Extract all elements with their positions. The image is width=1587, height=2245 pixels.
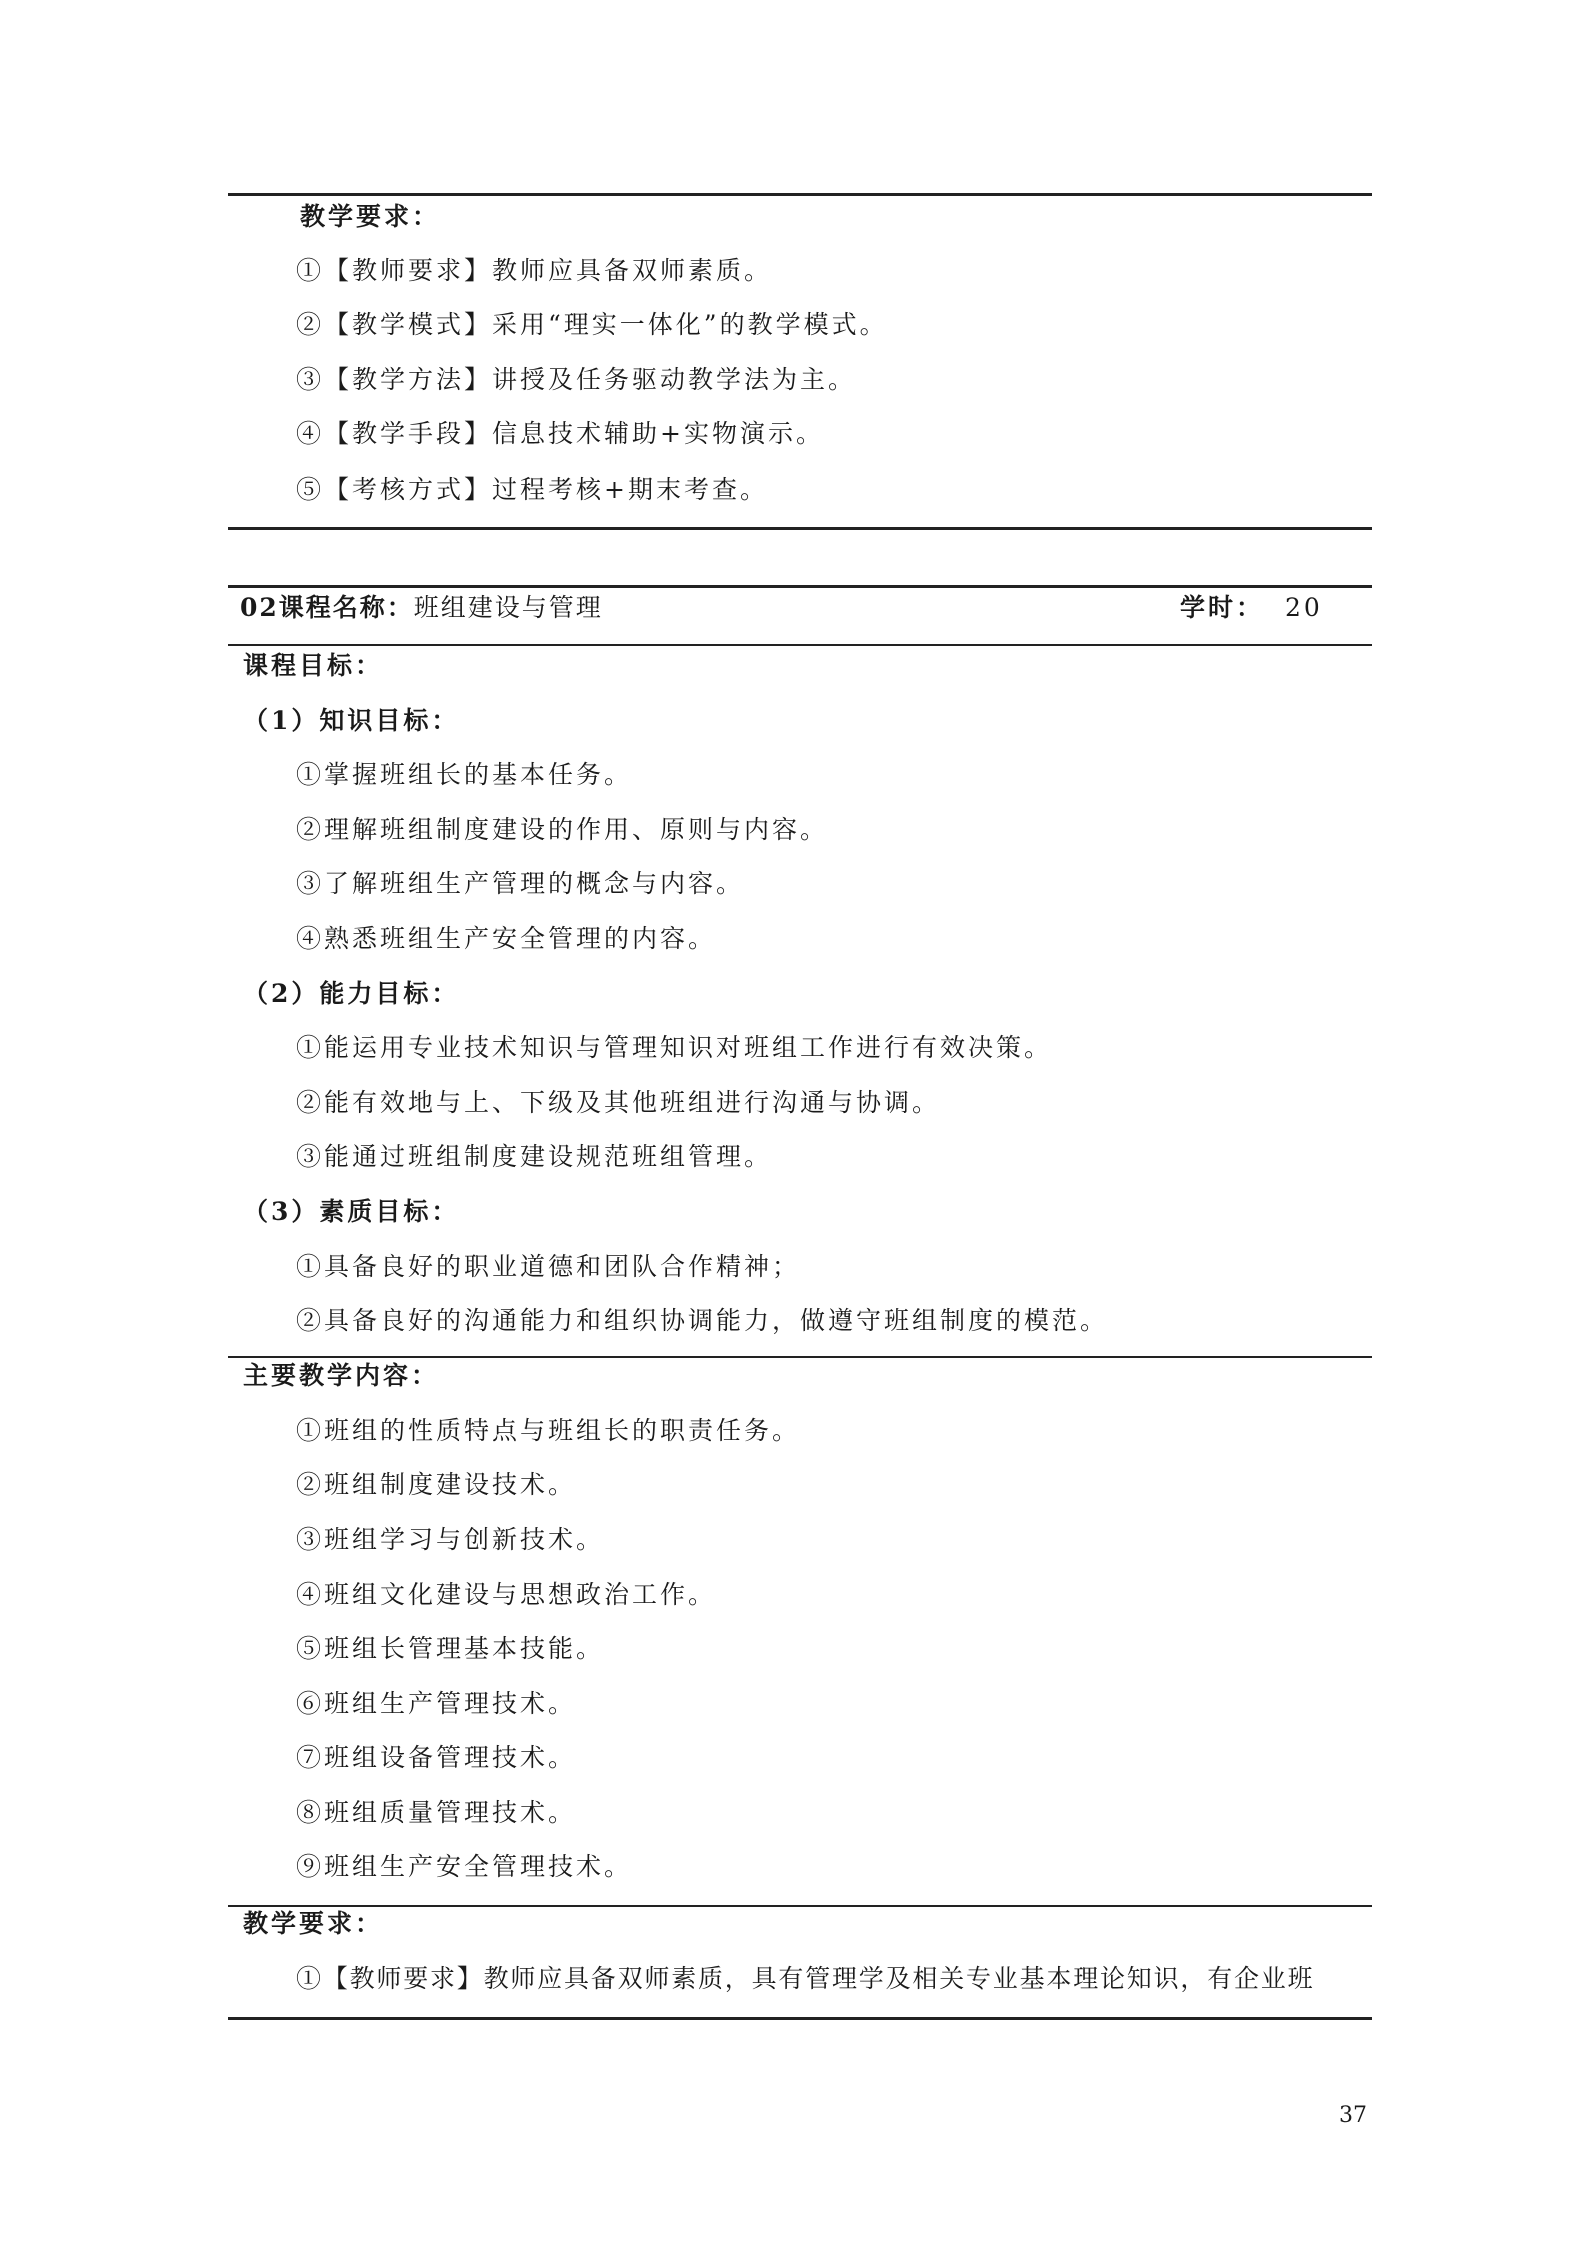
block1-bottom-rule <box>228 527 1372 530</box>
req-item: ①【教师要求】教师应具备双师素质。 <box>296 256 773 285</box>
objectives-heading: 课程目标： <box>243 651 384 680</box>
req-item: ②【教学模式】采用“理实一体化”的教学模式。 <box>296 310 888 339</box>
teaching-req-heading-1: 教学要求： <box>300 202 441 231</box>
content-item: ②班组制度建设技术。 <box>296 1470 577 1499</box>
course-title <box>240 592 603 624</box>
page-number: 37 <box>1339 2103 1367 2128</box>
objective-item: ②能有效地与上、下级及其他班组进行沟通与协调。 <box>296 1088 941 1117</box>
quality-heading: （3）素质目标： <box>243 1197 460 1226</box>
objective-item: ①具备良好的职业道德和团队合作精神； <box>296 1252 801 1281</box>
content-item: ⑦班组设备管理技术。 <box>296 1743 577 1772</box>
content-item: ①班组的性质特点与班组长的职责任务。 <box>296 1416 801 1445</box>
course-name: 班组建设与管理 <box>413 593 603 622</box>
course-header-rule <box>228 644 1372 646</box>
hours-label: 学时： <box>1180 593 1265 622</box>
content-item: ③班组学习与创新技术。 <box>296 1525 605 1554</box>
content-heading: 主要教学内容： <box>243 1361 440 1390</box>
objectives-rule <box>228 1356 1372 1358</box>
objective-item: ③能通过班组制度建设规范班组管理。 <box>296 1142 773 1171</box>
top-rule <box>228 193 1372 196</box>
content-item: ⑨班组生产安全管理技术。 <box>296 1852 633 1881</box>
req-item: ④【教学手段】信息技术辅助+实物演示。 <box>296 419 824 448</box>
knowledge-heading: （1）知识目标： <box>243 706 460 735</box>
content-item: ⑤班组长管理基本技能。 <box>296 1634 605 1663</box>
req-item: ⑤【考核方式】过程考核+期末考查。 <box>296 475 768 504</box>
course-hours <box>1180 592 1323 624</box>
bottom-rule <box>228 2017 1372 2020</box>
objective-item: ③了解班组生产管理的概念与内容。 <box>296 869 745 898</box>
teaching-req-heading-2: 教学要求： <box>243 1909 384 1938</box>
req-item: ③【教学方法】讲授及任务驱动教学法为主。 <box>296 365 857 394</box>
content-item: ④班组文化建设与思想政治工作。 <box>296 1580 717 1609</box>
content-item: ⑥班组生产管理技术。 <box>296 1689 577 1718</box>
req-item: ①【教师要求】教师应具备双师素质，具有管理学及相关专业基本理论知识，有企业班 <box>296 1964 1315 1993</box>
content-item: ⑧班组质量管理技术。 <box>296 1798 577 1827</box>
objective-item: ②具备良好的沟通能力和组织协调能力，做遵守班组制度的模范。 <box>296 1306 1109 1335</box>
ability-heading: （2）能力目标： <box>243 979 460 1008</box>
objective-item: ①能运用专业技术知识与管理知识对班组工作进行有效决策。 <box>296 1033 1053 1062</box>
objective-item: ④熟悉班组生产安全管理的内容。 <box>296 924 717 953</box>
content-rule <box>228 1905 1372 1907</box>
objective-item: ②理解班组制度建设的作用、原则与内容。 <box>296 815 829 844</box>
hours-value: 20 <box>1284 593 1323 622</box>
course-top-rule <box>228 585 1372 588</box>
objective-item: ①掌握班组长的基本任务。 <box>296 760 633 789</box>
course-number-label: 02课程名称： <box>240 593 414 622</box>
